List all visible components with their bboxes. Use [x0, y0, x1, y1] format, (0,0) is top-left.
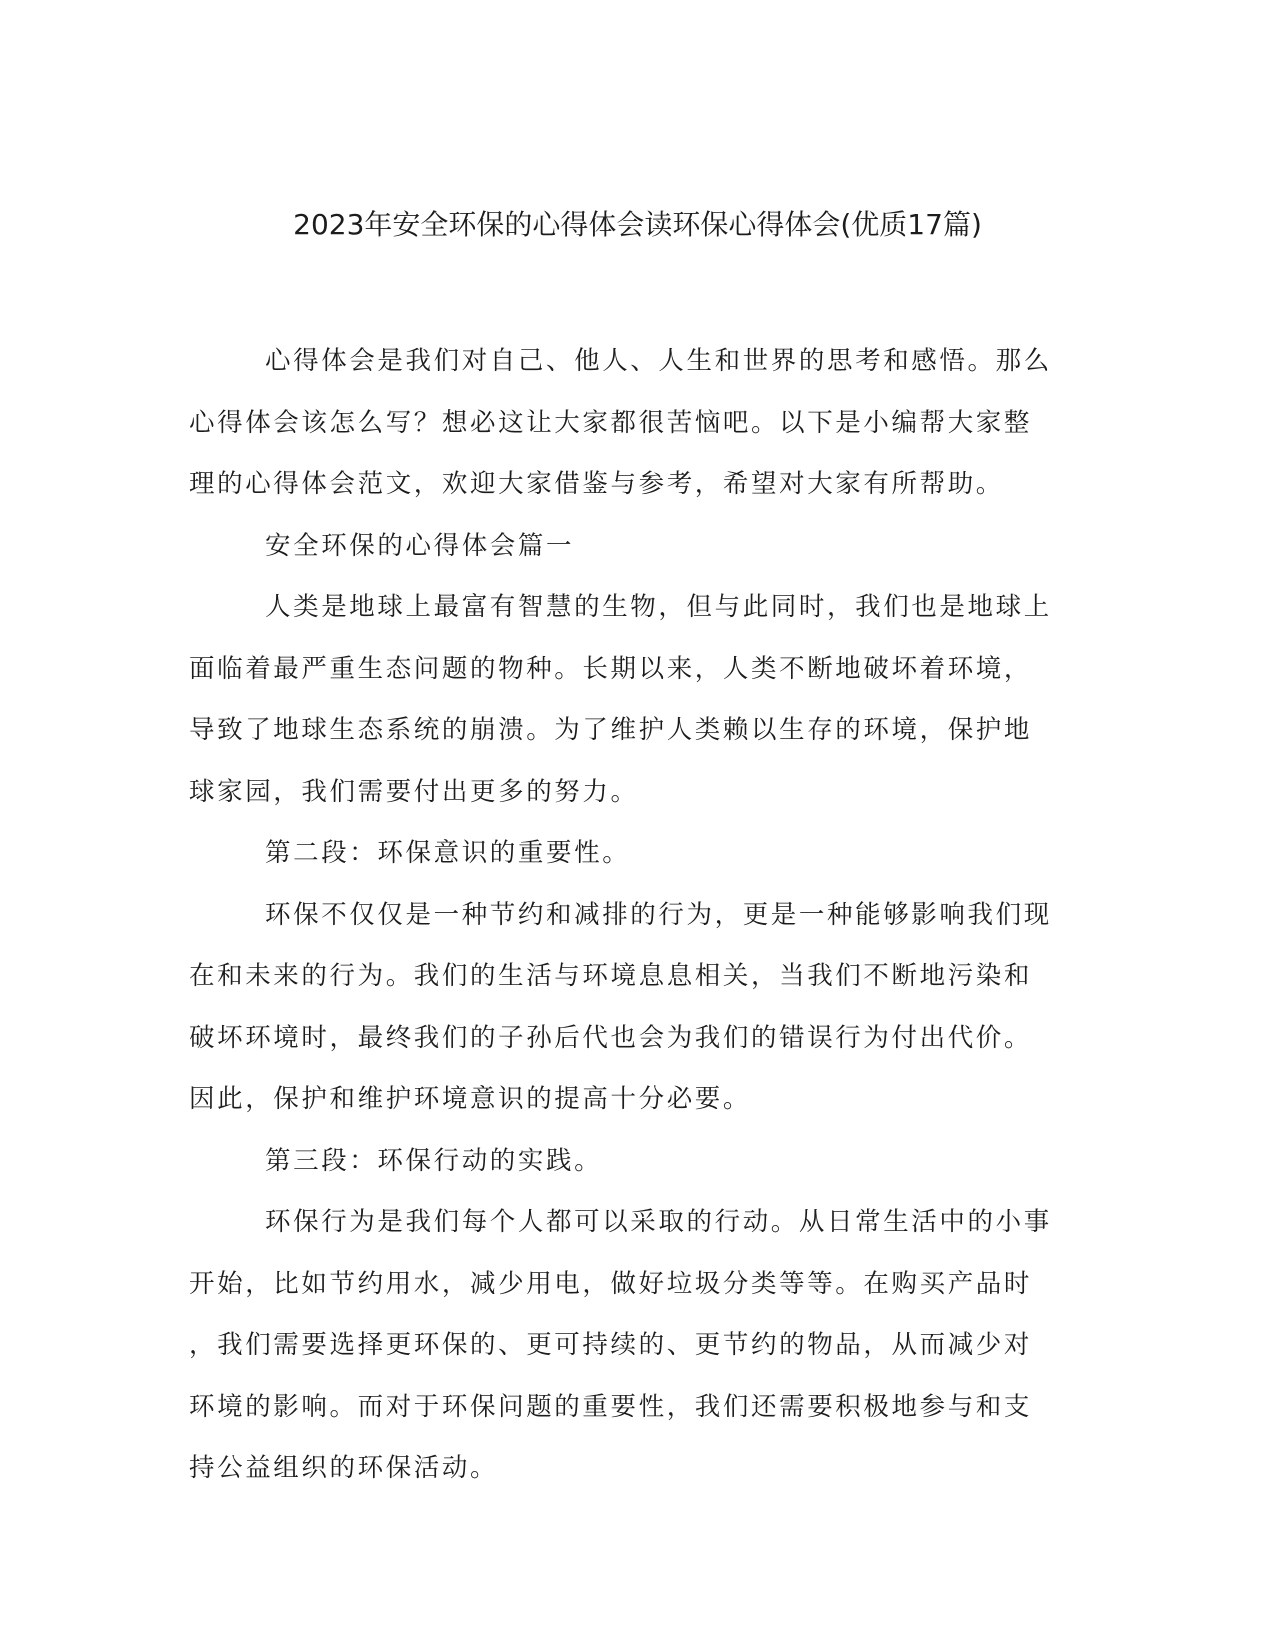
heading-line: 第三段：环保行动的实践。: [265, 1145, 603, 1176]
document-title: 2023年安全环保的心得体会读环保心得体会(优质17篇): [293, 208, 982, 241]
heading-line: 第二段：环保意识的重要性。: [265, 838, 631, 868]
paragraph-line: 导致了地球生态系统的崩溃。为了维护人类赖以生存的环境，保护地: [189, 715, 1033, 745]
section-heading-part-one: [189, 516, 1089, 578]
paragraph-line: 环保不仅仅是一种节约和减排的行为，更是一种能够影响我们现: [265, 899, 1052, 930]
paragraph-part-one: [189, 577, 1089, 823]
paragraph-line: 持公益组织的环保活动。: [189, 1453, 499, 1483]
paragraph-line: 球家园，我们需要付出更多的努力。: [189, 776, 639, 807]
section-heading-third: [189, 1131, 1089, 1193]
paragraph-line: 环保行为是我们每个人都可以采取的行动。从日常生活中的小事: [265, 1207, 1052, 1237]
paragraph-line: 开始，比如节约用水，减少用电，做好垃圾分类等等。在购买产品时: [189, 1268, 1033, 1299]
section-heading-second: [189, 823, 1089, 885]
paragraph-intro: [189, 331, 1089, 516]
paragraph-line: 面临着最严重生态问题的物种。长期以来，人类不断地破坏着环境，: [189, 653, 1033, 684]
paragraph-line: 心得体会是我们对自己、他人、人生和世界的思考和感悟。那么: [265, 346, 1052, 376]
paragraph-third: [189, 1192, 1089, 1500]
paragraph-line: 因此，保护和维护环境意识的提高十分必要。: [189, 1084, 752, 1114]
paragraph-line: 理的心得体会范文，欢迎大家借鉴与参考，希望对大家有所帮助。: [189, 469, 1004, 499]
paragraph-line: 破坏环境时，最终我们的子孙后代也会为我们的错误行为付出代价。: [189, 1022, 1033, 1053]
paragraph-line: 人类是地球上最富有智慧的生物，但与此同时，我们也是地球上: [265, 592, 1052, 622]
paragraph-line: 在和未来的行为。我们的生活与环境息息相关，当我们不断地污染和: [189, 961, 1033, 991]
document-body: [189, 331, 1089, 1500]
paragraph-line: ，我们需要选择更环保的、更可持续的、更节约的物品，从而减少对: [189, 1330, 1033, 1360]
paragraph-line: 环境的影响。而对于环保问题的重要性，我们还需要积极地参与和支: [189, 1391, 1033, 1422]
paragraph-second: [189, 885, 1089, 1131]
heading-line: 安全环保的心得体会篇一: [265, 530, 575, 561]
paragraph-line: 心得体会该怎么写？想必这让大家都很苦恼吧。以下是小编帮大家整: [189, 407, 1033, 438]
